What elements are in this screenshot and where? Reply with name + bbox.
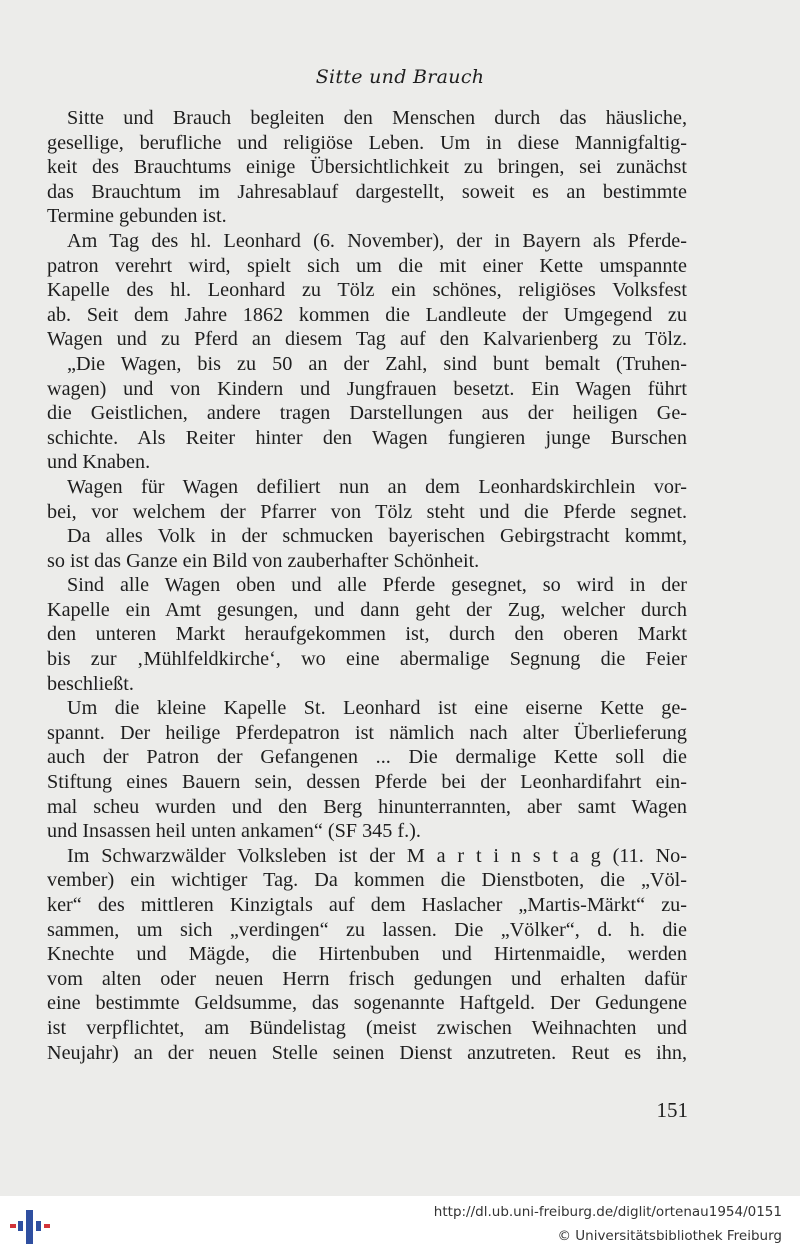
text-line: den unteren Markt heraufgekommen ist, durch den oberen Markt xyxy=(47,623,687,646)
text-line: patron verehrt wird, spielt sich um die mit einer Kette umspannte xyxy=(47,254,687,277)
text-line: Da alles Volk in der schmucken bayerischen Gebirgstracht kommt, xyxy=(67,525,687,548)
text-line: wagen) und von Kindern und Jungfrauen besetzt. Ein Wagen führt xyxy=(47,377,687,400)
text-line: die Geistlichen, andere tragen Darstellungen aus der heiligen Ge- xyxy=(47,402,687,425)
ub-freiburg-logo-icon[interactable] xyxy=(10,1208,52,1244)
text-line: Wagen für Wagen defiliert nun an dem Leonhardskirchlein vor- xyxy=(67,475,687,498)
text-line: ker“ des mittleren Kinzigtals auf dem Haslacher „Martis-Märkt“ zu- xyxy=(47,894,687,916)
text-line: auch der Patron der Gefangenen ... Die dermalige Kette soll die xyxy=(47,746,687,769)
page-number: 151 xyxy=(656,1098,688,1122)
text-line: sammen, um sich „verdingen“ zu lassen. Die „Völker“, d. h. die xyxy=(47,918,687,941)
text-line: ist verpflichtet, am Bündelistag (meist zwischen Weihnachten und xyxy=(47,1016,687,1039)
source-url-link[interactable]: http://dl.ub.uni-freiburg.de/diglit/ortenau1954/0151 xyxy=(433,1204,782,1220)
text-line: Wagen und zu Pferd an diesem Tag auf den Kalvarienberg zu Tölz. xyxy=(47,328,687,351)
text-line: bei, vor welchem der Pfarrer von Tölz steht und die Pferde segnet. xyxy=(47,500,687,523)
text-line: so ist das Ganze ein Bild von zauberhafter Schönheit. xyxy=(47,549,480,572)
text-line: Neujahr) an der neuen Stelle seinen Dienst anzutreten. Reut es ihn, xyxy=(47,1041,687,1064)
body-text xyxy=(47,106,687,1065)
text-line: und Knaben. xyxy=(47,451,151,474)
text-line: keit des Brauchtums einige Übersichtlichkeit zu bringen, sei zunächst xyxy=(47,156,687,179)
running-head: Sitte und Brauch xyxy=(315,66,485,88)
text-line: gesellige, berufliche und religiöse Leben. Um in diese Mannigfaltig- xyxy=(47,131,687,154)
text-line: Stiftung eines Bauern sein, dessen Pferde bei der Leonhardifahrt ein- xyxy=(47,771,687,794)
text-line: vember) ein wichtiger Tag. Da kommen die Dienstboten, die „Völ- xyxy=(47,869,687,892)
text-line: vom alten oder neuen Herrn frisch gedungen und erhalten dafür xyxy=(47,967,687,990)
text-line: Sind alle Wagen oben und alle Pferde gesegnet, so wird in der xyxy=(67,574,687,597)
text-line: und Insassen heil unten ankamen“ (SF 345 f.). xyxy=(47,820,421,843)
text-line: beschließt. xyxy=(47,672,134,695)
copyright-notice: © Universitätsbibliothek Freiburg xyxy=(557,1228,782,1244)
text-line: Kapelle des hl. Leonhard zu Tölz ein schönes, religiöses Volksfest xyxy=(47,279,687,302)
text-line: das Brauchtum im Jahresablauf dargestellt, soweit es an bestimmte xyxy=(47,180,687,203)
text-line: spannt. Der heilige Pferdepatron ist nämlich nach alter Überlieferung xyxy=(47,721,687,744)
text-line: schichte. Als Reiter hinter den Wagen fungieren junge Burschen xyxy=(47,426,687,449)
text-line: Am Tag des hl. Leonhard (6. November), der in Bayern als Pferde- xyxy=(67,229,687,252)
text-line: Kapelle ein Amt gesungen, und dann geht der Zug, welcher durch xyxy=(47,598,687,621)
text-line: bis zur ‚Mühlfeldkirche‘, wo eine abermalige Segnung die Feier xyxy=(47,648,687,671)
text-line: ab. Seit dem Jahre 1862 kommen die Landleute der Umgegend zu xyxy=(47,303,687,326)
text-line: Um die kleine Kapelle St. Leonhard ist eine eiserne Kette ge- xyxy=(67,697,687,720)
text-line: eine bestimmte Geldsumme, das sogenannte Haftgeld. Der Gedungene xyxy=(47,992,687,1015)
text-line: Sitte und Brauch begleiten den Menschen durch das häusliche, xyxy=(67,107,687,129)
text-line: Knechte und Mägde, die Hirtenbuben und Hirtenmaidle, werden xyxy=(47,943,687,966)
text-line: mal scheu wurden und den Berg hinunterrannten, aber samt Wagen xyxy=(47,795,687,818)
text-line: Termine gebunden ist. xyxy=(47,205,227,228)
text-line: „Die Wagen, bis zu 50 an der Zahl, sind bunt bemalt (Truhen- xyxy=(67,352,687,375)
text-line: Im Schwarzwälder Volksleben ist der M a r t i n s t a g (11. No- xyxy=(67,844,687,867)
footer-bar xyxy=(0,1196,800,1253)
